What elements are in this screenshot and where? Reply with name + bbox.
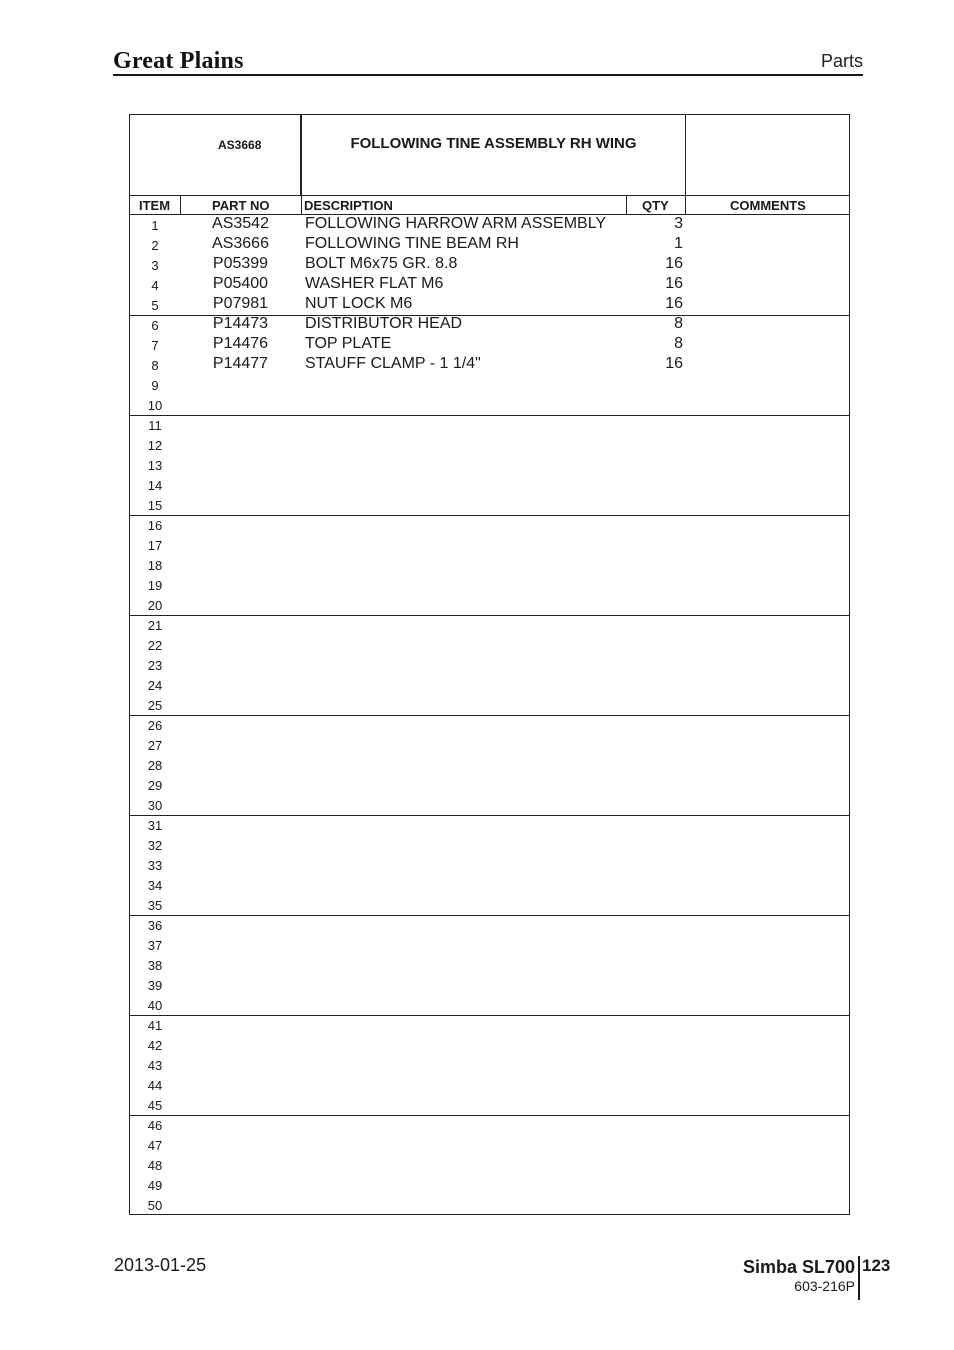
divider: [626, 196, 627, 215]
column-header-comments: COMMENTS: [730, 198, 806, 213]
divider: [685, 115, 686, 195]
parts-sheet: [129, 114, 850, 1215]
part-description: FOLLOWING TINE BEAM RH: [305, 235, 519, 252]
table-row: [130, 1095, 849, 1115]
divider: [180, 196, 181, 215]
item-number: 26: [147, 718, 163, 733]
part-quantity: 1: [674, 235, 683, 252]
manual-number: 603-216P: [794, 1278, 855, 1294]
part-quantity: 8: [674, 315, 683, 332]
divider: [300, 115, 302, 195]
publication-date: 2013-01-25: [114, 1255, 207, 1275]
part-description: STAUFF CLAMP - 1 1/4": [305, 355, 481, 372]
item-number: 18: [147, 558, 163, 573]
brand-logo: Great Plains: [113, 48, 244, 74]
table-row: [130, 435, 849, 455]
table-row: [130, 935, 849, 955]
divider: [301, 196, 302, 215]
item-number: 34: [147, 878, 163, 893]
part-quantity: 3: [674, 215, 683, 232]
header-rule: [113, 74, 863, 76]
item-number: 21: [147, 618, 163, 633]
item-number: 14: [147, 478, 163, 493]
table-row: [130, 855, 849, 875]
table-row: [130, 355, 849, 375]
table-row: [130, 915, 849, 935]
table-row: [130, 415, 849, 435]
table-row: [130, 255, 849, 275]
item-number: 25: [147, 698, 163, 713]
item-number: 43: [147, 1058, 163, 1073]
table-row: [130, 535, 849, 555]
table-row: [130, 675, 849, 695]
table-row: [130, 1195, 849, 1215]
item-number: 31: [147, 818, 163, 833]
item-number: 40: [147, 998, 163, 1013]
item-number: 36: [147, 918, 163, 933]
part-number: P14473: [212, 315, 269, 332]
table-row: [130, 275, 849, 295]
column-header-part-no: PART NO: [212, 198, 270, 213]
item-number: 15: [147, 498, 163, 513]
item-number: 27: [147, 738, 163, 753]
column-header-description: DESCRIPTION: [304, 198, 393, 213]
part-number: P14477: [212, 355, 269, 372]
table-row: [130, 615, 849, 635]
item-number: 28: [147, 758, 163, 773]
table-row: [130, 1055, 849, 1075]
column-header-qty: QTY: [642, 198, 669, 213]
item-number: 38: [147, 958, 163, 973]
table-row: [130, 555, 849, 575]
table-row: [130, 755, 849, 775]
item-number: 4: [151, 278, 159, 293]
table-row: [130, 775, 849, 795]
item-number: 13: [147, 458, 163, 473]
table-row: [130, 955, 849, 975]
part-quantity: 8: [674, 335, 683, 352]
table-row: [130, 515, 849, 535]
part-number: P05399: [212, 255, 269, 272]
item-number: 24: [147, 678, 163, 693]
item-number: 37: [147, 938, 163, 953]
table-row: [130, 655, 849, 675]
machine-model: Simba SL700: [742, 1257, 855, 1277]
table-row: [130, 375, 849, 395]
item-number: 42: [147, 1038, 163, 1053]
table-row: [130, 1115, 849, 1135]
item-number: 29: [147, 778, 163, 793]
part-number: P14476: [212, 335, 269, 352]
part-quantity: 16: [665, 355, 683, 372]
table-row: [130, 455, 849, 475]
table-row: [130, 595, 849, 615]
table-row: [130, 235, 849, 255]
table-row: [130, 735, 849, 755]
item-number: 44: [147, 1078, 163, 1093]
item-number: 49: [147, 1178, 163, 1193]
part-description: BOLT M6x75 GR. 8.8: [305, 255, 458, 272]
part-quantity: 16: [665, 255, 683, 272]
assembly-title: FOLLOWING TINE ASSEMBLY RH WING: [350, 135, 637, 152]
table-row: [130, 815, 849, 835]
part-description: NUT LOCK M6: [305, 295, 413, 312]
part-number: AS3542: [212, 215, 269, 232]
item-number: 45: [147, 1098, 163, 1113]
item-number: 5: [151, 298, 159, 313]
item-number: 30: [147, 798, 163, 813]
column-header-row: [130, 195, 849, 215]
item-number: 8: [151, 358, 159, 373]
item-number: 47: [147, 1138, 163, 1153]
part-number: P07981: [212, 295, 269, 312]
item-number: 9: [151, 378, 159, 393]
table-row: [130, 695, 849, 715]
item-number: 23: [147, 658, 163, 673]
part-description: DISTRIBUTOR HEAD: [305, 315, 463, 332]
item-number: 1: [151, 218, 159, 233]
item-number: 6: [151, 318, 159, 333]
table-row: [130, 635, 849, 655]
item-number: 11: [148, 418, 162, 433]
table-row: [130, 575, 849, 595]
table-row: [130, 1175, 849, 1195]
table-row: [130, 1155, 849, 1175]
item-number: 50: [147, 1198, 163, 1213]
table-row: [130, 475, 849, 495]
item-number: 10: [147, 398, 163, 413]
part-quantity: 16: [665, 295, 683, 312]
part-description: FOLLOWING HARROW ARM ASSEMBLY: [305, 215, 607, 232]
part-description: TOP PLATE: [305, 335, 392, 352]
item-number: 41: [147, 1018, 163, 1033]
table-row: [130, 835, 849, 855]
table-row: [130, 1075, 849, 1095]
table-row: [130, 215, 849, 235]
table-row: [130, 895, 849, 915]
section-label: Parts: [820, 51, 863, 71]
item-number: 16: [147, 518, 163, 533]
assembly-title-block: [130, 115, 849, 195]
item-number: 32: [147, 838, 163, 853]
page-number: 123: [862, 1256, 891, 1275]
table-row: [130, 795, 849, 815]
table-row: [130, 315, 849, 335]
table-row: [130, 495, 849, 515]
table-row: [130, 715, 849, 735]
item-number: 12: [147, 438, 163, 453]
table-row: [130, 295, 849, 315]
divider: [685, 196, 686, 215]
table-row: [130, 995, 849, 1015]
part-number: P05400: [212, 275, 269, 292]
part-quantity: 16: [665, 275, 683, 292]
item-number: 46: [147, 1118, 163, 1133]
table-row: [130, 1135, 849, 1155]
table-row: [130, 1015, 849, 1035]
table-row: [130, 975, 849, 995]
item-number: 39: [147, 978, 163, 993]
assembly-part-number: AS3668: [218, 138, 262, 152]
item-number: 22: [147, 638, 163, 653]
item-number: 3: [151, 258, 159, 273]
part-number: AS3666: [212, 235, 269, 252]
item-number: 17: [147, 538, 163, 553]
item-number: 48: [147, 1158, 163, 1173]
table-row: [130, 1035, 849, 1055]
item-number: 35: [147, 898, 163, 913]
table-row: [130, 395, 849, 415]
item-number: 33: [147, 858, 163, 873]
footer-divider: [858, 1256, 860, 1300]
item-number: 19: [147, 578, 163, 593]
column-header-item: ITEM: [139, 198, 171, 213]
table-row: [130, 875, 849, 895]
table-row: [130, 335, 849, 355]
item-number: 20: [147, 598, 163, 613]
item-number: 2: [151, 238, 159, 253]
item-number: 7: [151, 338, 159, 353]
part-description: WASHER FLAT M6: [305, 275, 444, 292]
